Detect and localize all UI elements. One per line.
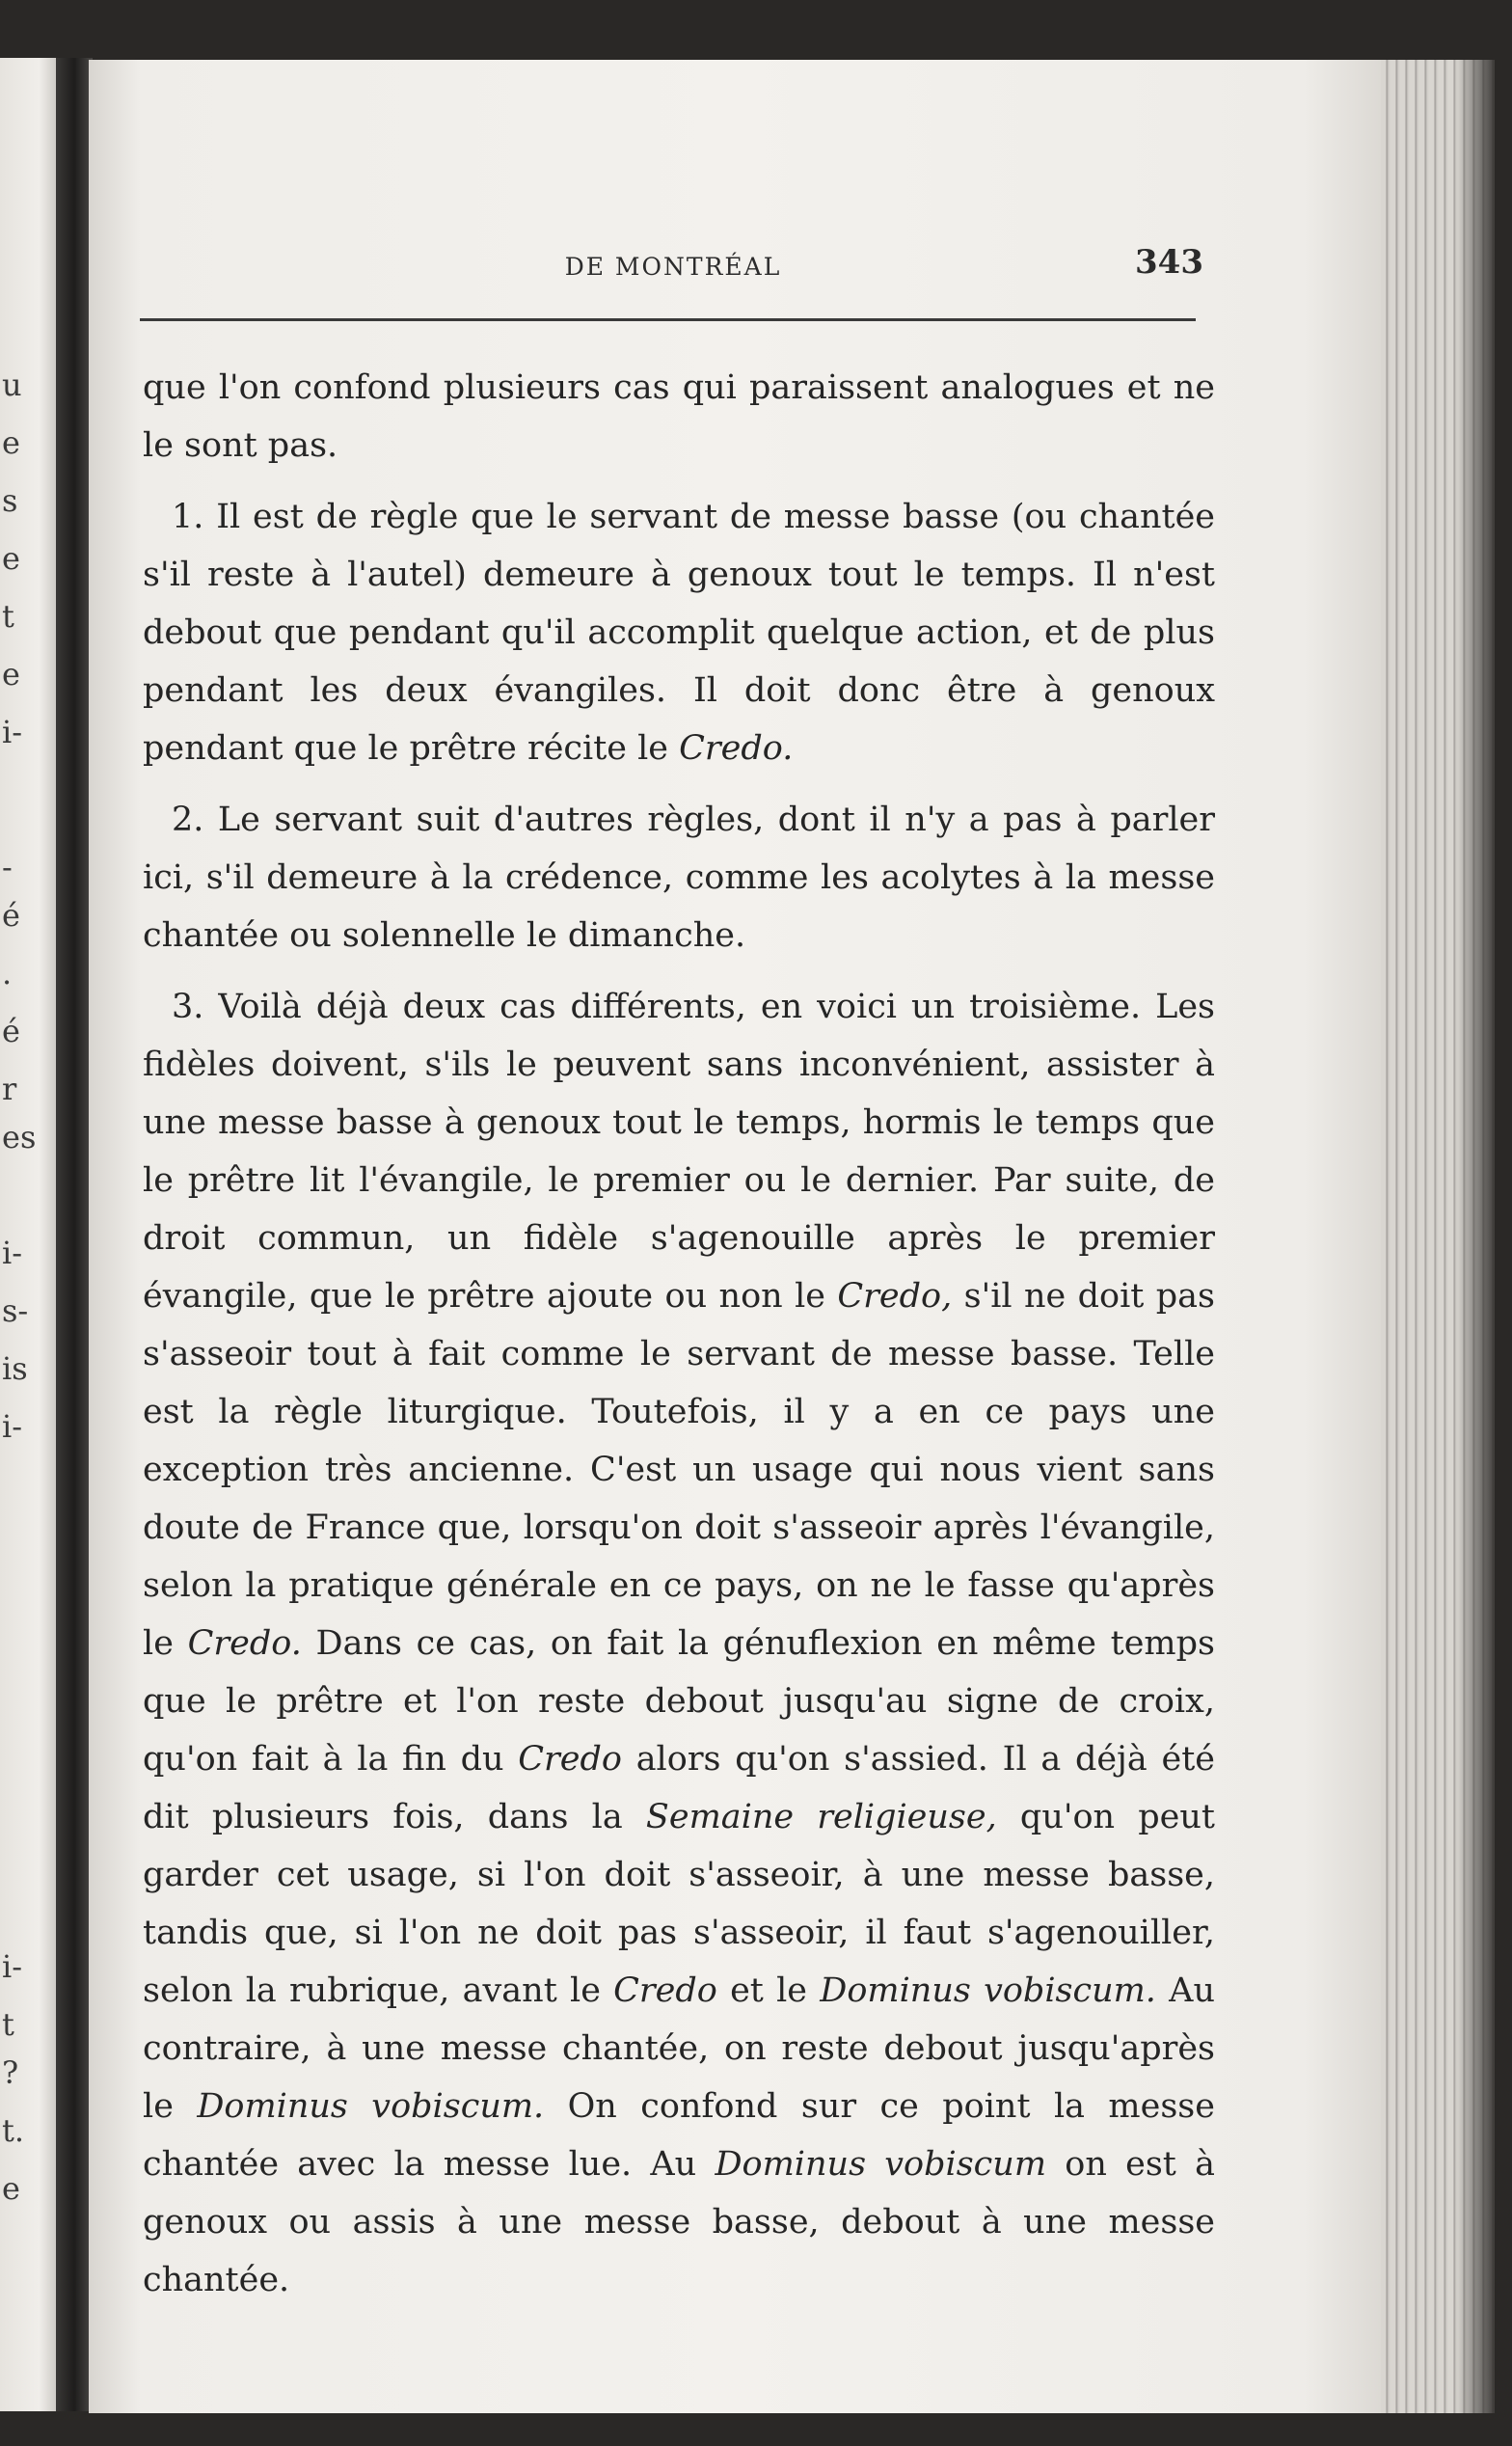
paragraph-text: Dans ce cas, on fait la génuflexion en même temps que le prêtre et l'on reste debout jusqu'au signe de croix, qu'on fait à la fin du	[143, 1624, 1215, 1779]
facing-page-fragment: t	[2, 2006, 14, 2043]
facing-page-fragment: e	[2, 2170, 20, 2207]
facing-page-fragment: i-	[2, 1408, 23, 1445]
paragraph-rule-3	[143, 978, 1215, 2309]
paragraph-text: 3. Voilà déjà deux cas différents, en voici un troisième. Les fidèles doivent, s'ils le peuvent sans inconvénient, assister à une messe basse à genoux tout le temps, hormis le temps que le prêtre lit l'évangile, le premier ou le dernier. Par suite, de droit commun, un fidèle s'agenouille après le premier évangile, que le prêtre ajoute ou non le	[143, 988, 1215, 1316]
facing-page-fragment: t	[2, 598, 14, 635]
italic-text: Credo.	[679, 729, 794, 768]
header-rule	[140, 318, 1196, 321]
paragraph-text: 2. Le servant suit d'autres règles, dont il n'y a pas à parler ici, s'il demeure à la crédence, comme les acolytes à la messe chantée ou solennelle le dimanche.	[143, 801, 1215, 955]
paragraph-text: que l'on confond plusieurs cas qui paraissent analogues et ne le sont pas.	[143, 368, 1215, 465]
facing-page-fragment: e	[2, 656, 20, 693]
running-head-title: DE MONTRÉAL	[564, 253, 782, 281]
italic-text: Semaine religieuse,	[645, 1798, 997, 1836]
facing-page-fragment: e	[2, 540, 20, 577]
paragraph-text: s'il ne doit pas s'asseoir tout à fait comme le servant de messe basse. Telle est la règle liturgique. Toutefois, il y a en ce pays une exception très ancienne. C'est un usage qui nous vient sans doute de France que, lorsqu'on doit s'asseoir après l'évangile, selon la pratique générale en ce pays, on ne le fasse qu'après le	[143, 1277, 1215, 1663]
italic-text: Dominus vobiscum	[715, 2145, 1047, 2184]
italic-text: Dominus vobiscum.	[197, 2087, 545, 2126]
facing-page-fragment: .	[2, 955, 13, 992]
facing-page-fragment: é	[2, 1013, 20, 1049]
paragraph-text: alors qu'on s'assied. Il a déjà été dit plusieurs fois, dans la	[143, 1740, 1215, 1836]
facing-page-fragment: i-	[2, 714, 23, 750]
paragraph-text: On confond sur ce point la messe chantée avec la messe lue. Au	[143, 2087, 1215, 2184]
facing-page-fragment: s-	[2, 1292, 29, 1329]
italic-text: Credo	[518, 1740, 622, 1779]
paragraph-text: 1. Il est de règle que le servant de messe basse (ou chantée s'il reste à l'autel) demeure à genoux tout le temps. Il n'est debout que pendant qu'il accomplit quelque action, et de plus pendant les deux évangiles. Il doit donc être à genoux pendant que le prêtre récite le	[143, 498, 1215, 768]
paragraph-text: on est à genoux ou assis à une messe basse, debout à une messe chantée.	[143, 2145, 1215, 2299]
facing-page-fragment: s	[2, 482, 18, 519]
page-edges	[1381, 60, 1495, 2413]
facing-page-fragment: e	[2, 424, 20, 461]
facing-page-fragment: u	[2, 367, 22, 403]
paragraph-rule-2	[143, 791, 1215, 965]
body-text	[143, 359, 1215, 2309]
facing-page-fragment: i-	[2, 1235, 23, 1271]
facing-page-fragment: ?	[2, 2054, 19, 2091]
facing-page-fragment: i-	[2, 1948, 23, 1985]
italic-text: Credo,	[837, 1277, 953, 1316]
running-head	[143, 230, 1203, 287]
facing-page-fragment: is	[2, 1350, 28, 1387]
facing-page-fragment: t.	[2, 2112, 25, 2149]
facing-page-fragment: é	[2, 897, 20, 934]
italic-text: Dominus vobiscum.	[820, 1971, 1156, 2010]
facing-page-fragment: r	[2, 1071, 17, 1107]
facing-page-letter-fragments	[0, 58, 56, 2411]
italic-text: Credo	[613, 1971, 717, 2010]
page-number: 343	[1135, 243, 1203, 282]
book-gutter	[56, 58, 93, 2411]
paragraph-text: qu'on peut garder cet usage, si l'on doit s'asseoir, à une messe basse, tandis que, si l'on ne doit pas s'asseoir, il faut s'agenouiller, selon la rubrique, avant le	[143, 1798, 1215, 2010]
paragraph-rule-1	[143, 488, 1215, 777]
paragraph-intro	[143, 359, 1215, 475]
facing-page-edge	[0, 58, 56, 2411]
facing-page-fragment: -	[2, 849, 13, 885]
paragraph-text: Au contraire, à une messe chantée, on reste debout jusqu'après le	[143, 1971, 1215, 2126]
paragraph-text: et le	[716, 1971, 821, 2010]
facing-page-fragment: es	[2, 1119, 37, 1155]
italic-text: Credo.	[187, 1624, 302, 1663]
